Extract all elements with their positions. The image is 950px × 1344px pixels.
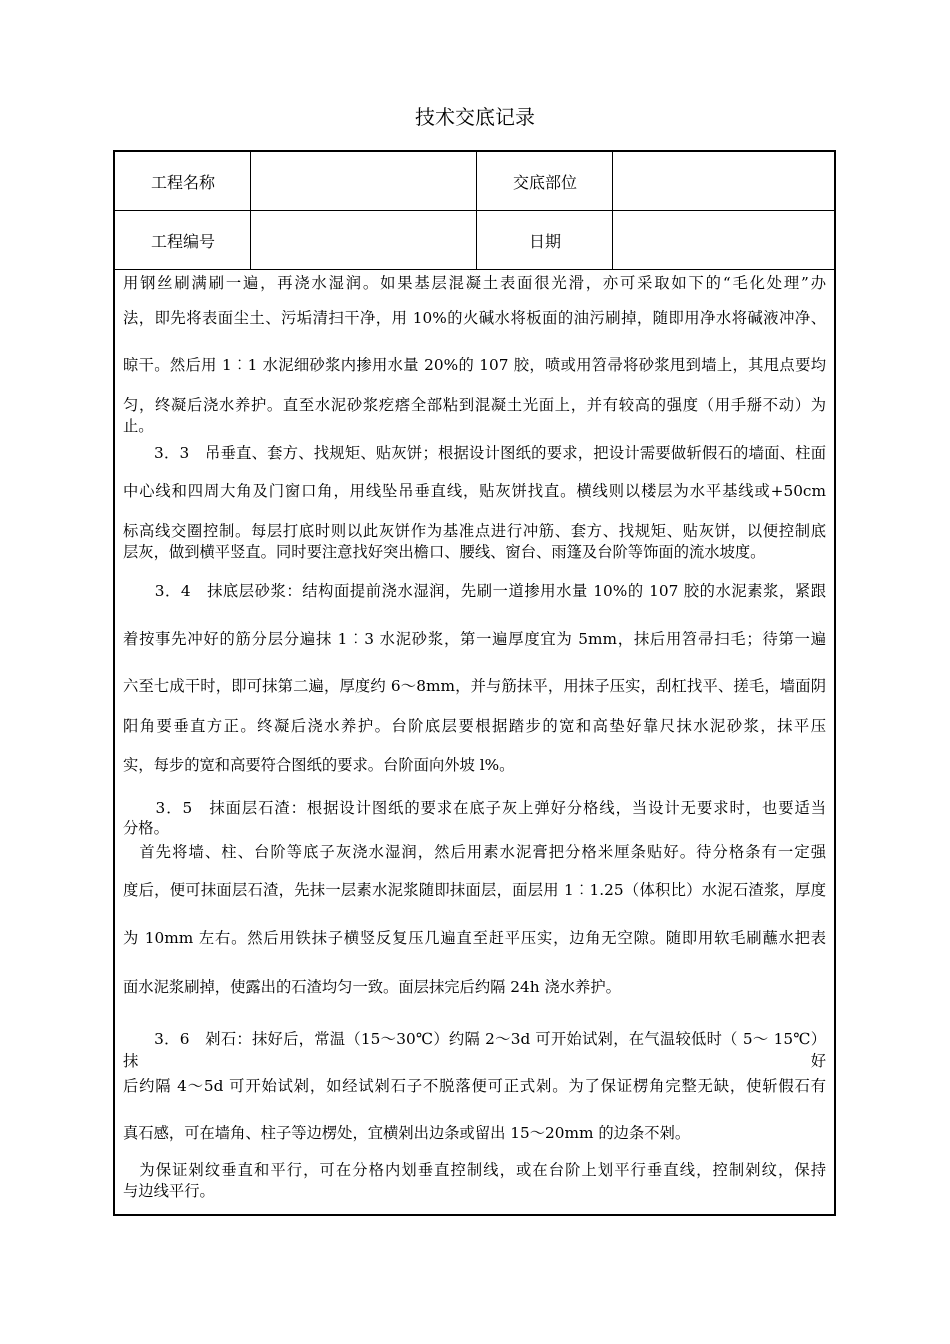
text-line: 晾干。然后用 1︰1 水泥细砂浆内掺用水量 20%的 107 胶，喷或用笤帚将砂浆甩到墙上，其甩点要均 bbox=[123, 356, 826, 374]
text-line: 面水泥浆刷掉，使露出的石渣均匀一致。面层抹完后约隔 24h 浇水养护。 bbox=[123, 978, 621, 996]
text-line: 为保证剁纹垂直和平行，可在分格内划垂直控制线，或在台阶上划平行垂直线，控制剁纹，保持 bbox=[123, 1161, 826, 1179]
text-line: 后约隔 4～5d 可开始试剁，如经试剁石子不脱落便可正式剁。为了保证楞角完整无缺，使斩假石有 bbox=[123, 1077, 826, 1095]
divider bbox=[476, 152, 477, 270]
text-line: 用钢丝刷满刷一遍，再浇水湿润。如果基层混凝土表面很光滑，亦可采取如下的“毛化处理”办 bbox=[123, 274, 826, 292]
text-line: 中心线和四周大角及门窗口角，用线坠吊垂直线，贴灰饼找直。横线则以楼层为水平基线或+50cm bbox=[123, 482, 826, 500]
project-no-value[interactable] bbox=[251, 211, 477, 269]
date-value[interactable] bbox=[613, 211, 836, 269]
text-line: 分格。 bbox=[123, 819, 169, 837]
text-line: 度后，便可抹面层石渣，先抹一层素水泥浆随即抹面层，面层用 1︰1.25（体积比）水泥石渣浆，厚度 bbox=[123, 881, 826, 899]
divider bbox=[612, 152, 613, 270]
record-table bbox=[113, 150, 836, 1216]
text-line: 止。 bbox=[123, 417, 154, 435]
text-line: 法，即先将表面尘土、污垢清扫干净，用 10%的火碱水将板面的油污刷掉，随即用净水将碱液冲净、 bbox=[123, 309, 826, 327]
divider bbox=[250, 152, 251, 270]
header-row-2 bbox=[115, 211, 834, 270]
project-no-label: 工程编号 bbox=[150, 231, 215, 251]
text-line: 层灰，做到横平竖直。同时要注意找好突出檐口、腰线、窗台、雨篷及台阶等饰面的流水坡度。 bbox=[123, 543, 766, 561]
text-line: 真石感，可在墙角、柱子等边楞处，宜横剁出边条或留出 15～20mm 的边条不剁。 bbox=[123, 1124, 691, 1142]
text-line: 3．3 吊垂直、套方、找规矩、贴灰饼；根据设计图纸的要求，把设计需要做斩假石的墙面、柱面 bbox=[123, 444, 826, 462]
text-line: 与边线平行。 bbox=[123, 1182, 215, 1200]
location-value[interactable] bbox=[613, 152, 836, 210]
location-label: 交底部位 bbox=[512, 172, 577, 192]
date-label: 日期 bbox=[528, 231, 561, 251]
text-line: 六至七成干时，即可抹第二遍，厚度约 6～8mm，并与筋抹平，用抹子压实，刮杠找平、搓毛，墙面阴 bbox=[123, 677, 826, 695]
text-line: 3．4 抹底层砂浆：结构面提前浇水湿润，先刷一道掺用水量 10%的 107 胶的水泥素浆，紧跟 bbox=[123, 582, 826, 600]
text-line: 3．6 剁石：抹好后，常温（15～30℃）约隔 2～3d 可开始试剁，在气温较低时（ 5～ 15℃）抹好 bbox=[123, 1030, 826, 1070]
text-line: 标高线交圈控制。每层打底时则以此灰饼作为基准点进行冲筋、套方、找规矩、贴灰饼，以便控制底 bbox=[123, 522, 826, 540]
header-row-1 bbox=[115, 152, 834, 211]
project-name-label: 工程名称 bbox=[150, 172, 215, 192]
document-title: 技术交底记录 bbox=[415, 105, 535, 129]
text-line: 着按事先冲好的筋分层分遍抹 1︰3 水泥砂浆，第一遍厚度宜为 5mm，抹后用笤帚扫毛；待第一遍 bbox=[123, 630, 826, 648]
text-line: 实，每步的宽和高要符合图纸的要求。台阶面向外坡 l%。 bbox=[123, 756, 515, 774]
text-line: 匀，终凝后浇水养护。直至水泥砂浆疙瘩全部粘到混凝土光面上，并有较高的强度（用手掰不动）为 bbox=[123, 396, 826, 414]
text-line: 首先将墙、柱、台阶等底子灰浇水湿润，然后用素水泥膏把分格米厘条贴好。待分格条有一定强 bbox=[123, 843, 826, 861]
text-line: 阳角要垂直方正。终凝后浇水养护。台阶底层要根据踏步的宽和高垫好靠尺抹水泥砂浆，抹平压 bbox=[123, 717, 826, 735]
text-line: 3．5 抹面层石渣：根据设计图纸的要求在底子灰上弹好分格线，当设计无要求时，也要适当 bbox=[123, 799, 826, 817]
text-line: 为 10mm 左右。然后用铁抹子横竖反复压几遍直至赶平压实，边角无空隙。随即用软毛刷蘸水把表 bbox=[123, 929, 826, 947]
project-name-value[interactable] bbox=[251, 152, 477, 210]
